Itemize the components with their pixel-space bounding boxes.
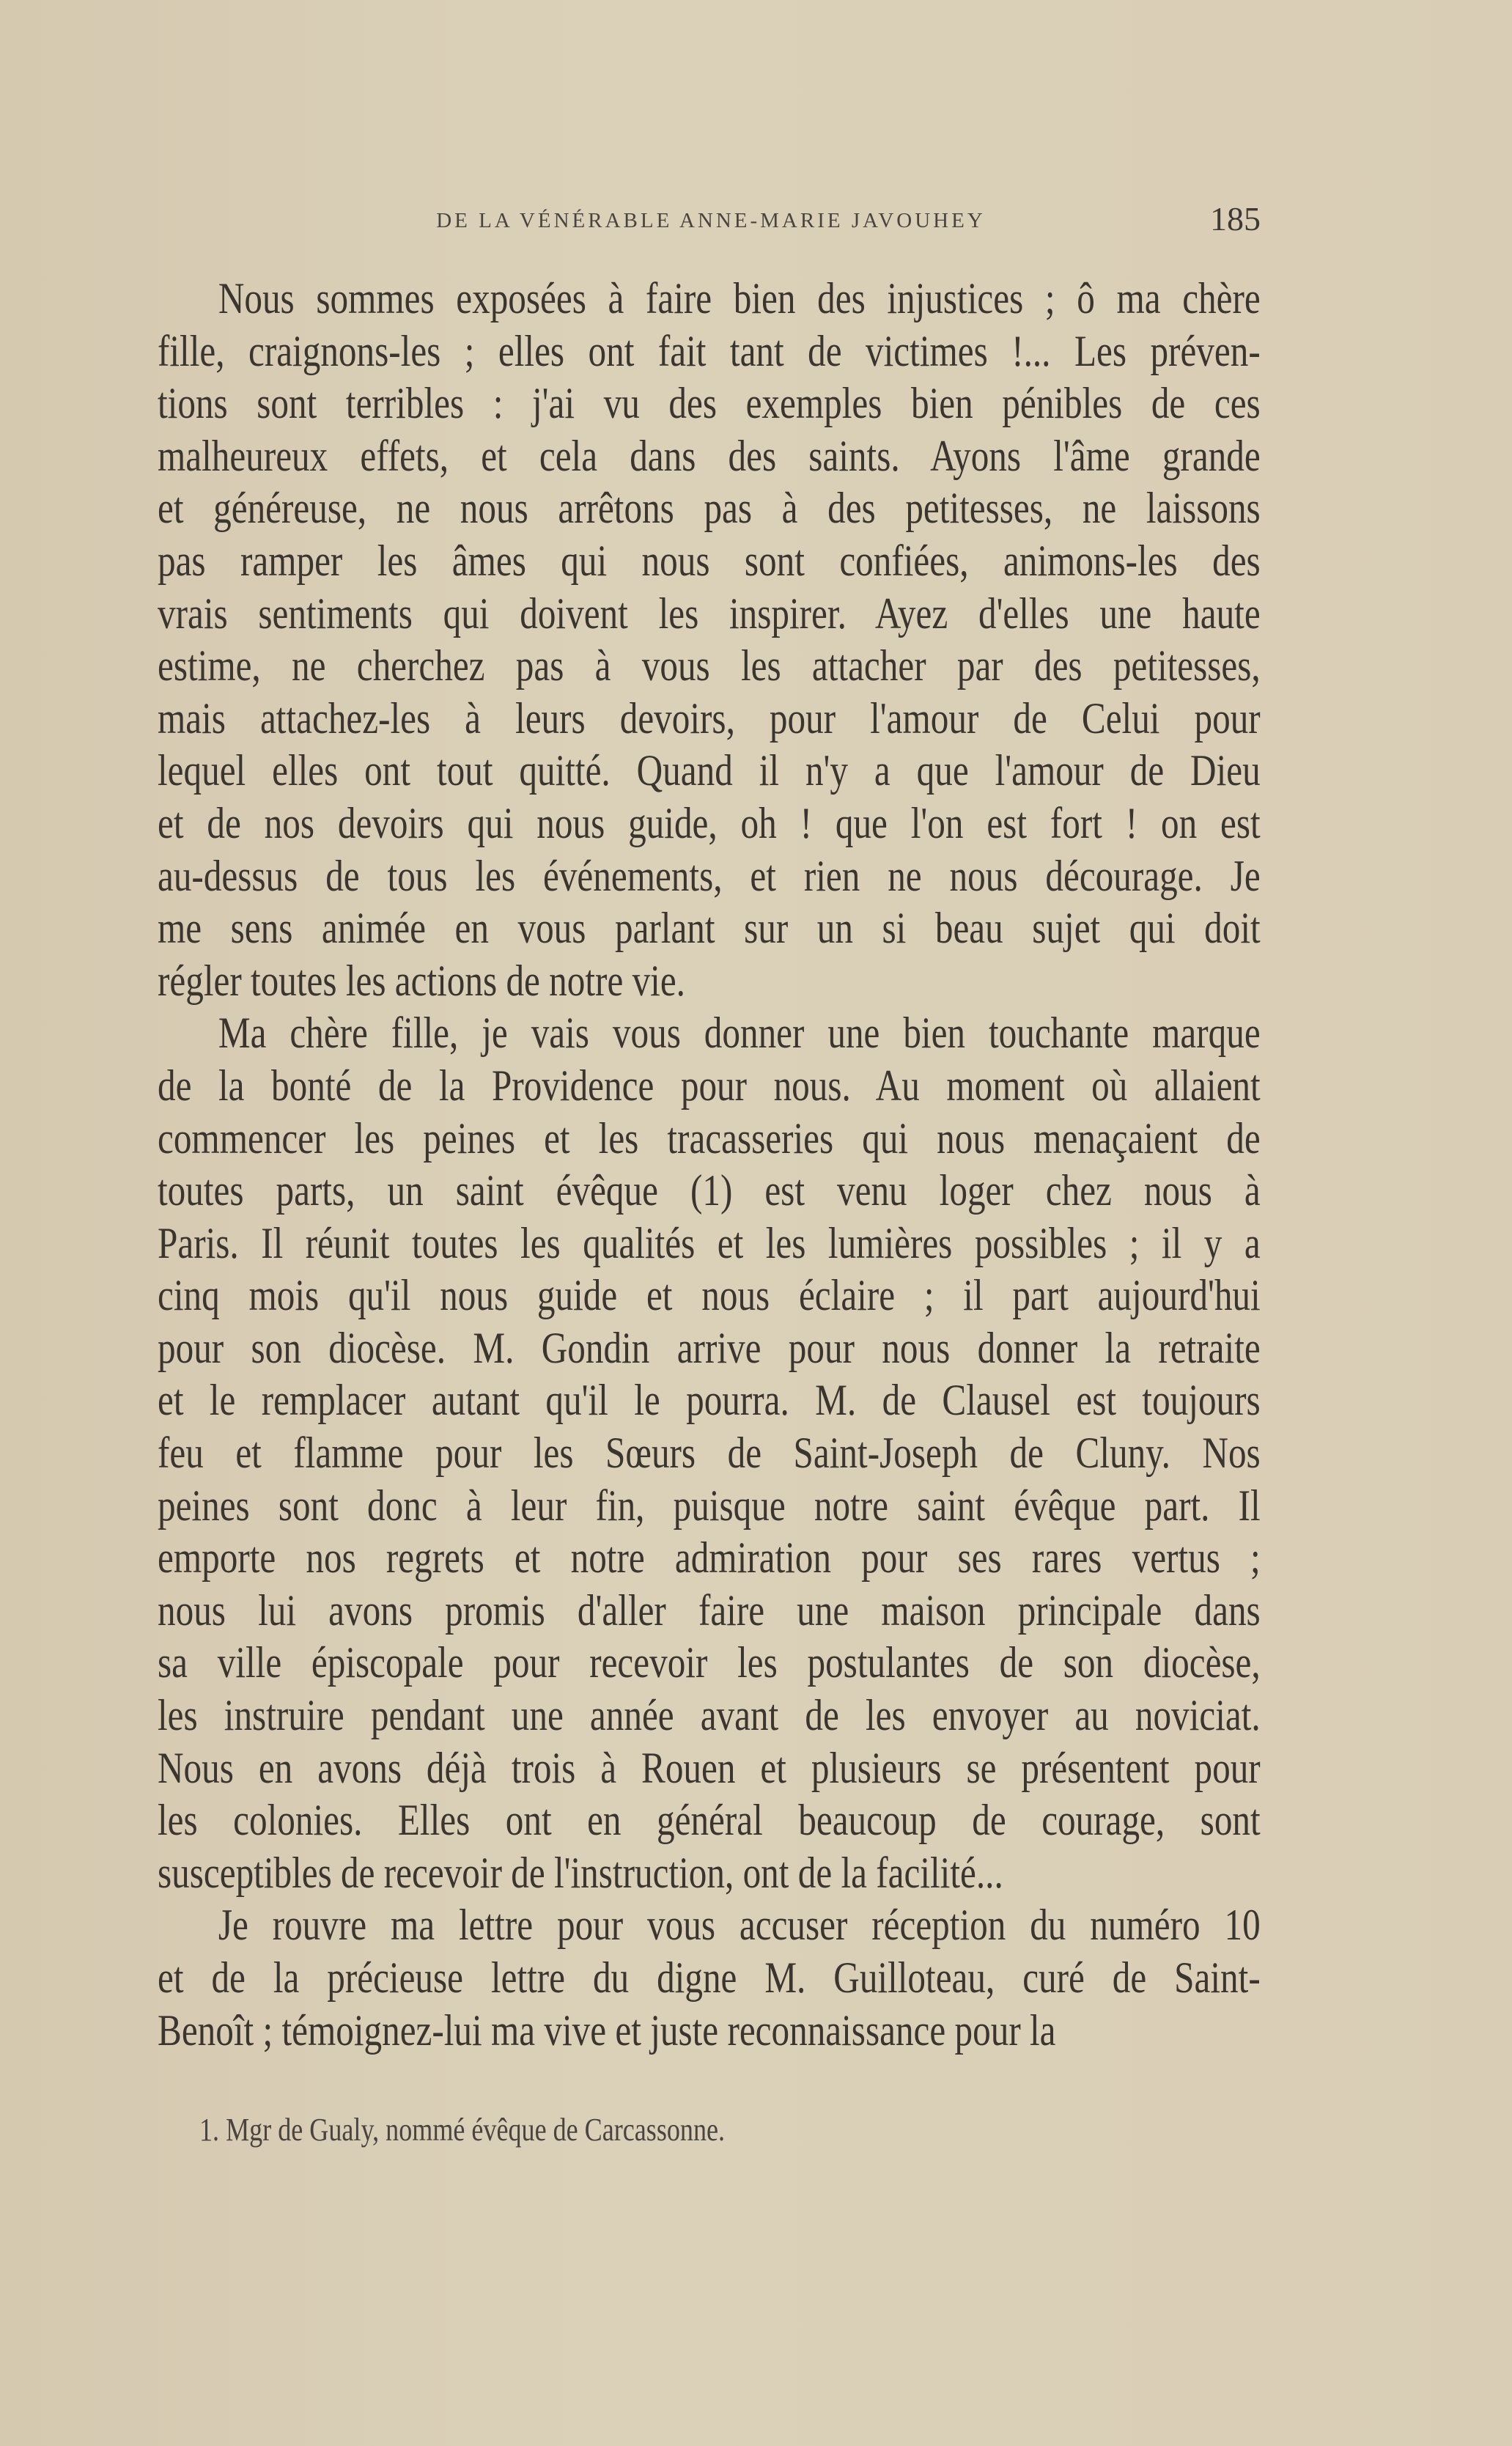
text-line: commencer les peines et les tracasseries qui nous menaçaient de bbox=[158, 1113, 1261, 1163]
text-line: susceptibles de recevoir de l'instruction, ont de la facilité... bbox=[158, 1848, 1003, 1897]
text-line: peines sont donc à leur fin, puisque notre saint évêque part. Il bbox=[158, 1481, 1261, 1530]
page-number: 185 bbox=[1210, 200, 1261, 237]
text-line: les instruire pendant une année avant de les envoyer au noviciat. bbox=[158, 1691, 1261, 1740]
text-line: et le remplacer autant qu'il le pourra. M. de Clausel est toujours bbox=[158, 1376, 1261, 1425]
body-text bbox=[158, 273, 1261, 2057]
text-line: Nous en avons déjà trois à Rouen et plusieurs se présentent pour bbox=[158, 1743, 1261, 1792]
text-line: de la bonté de la Providence pour nous. Au moment où allaient bbox=[158, 1061, 1261, 1110]
text-line: malheureux effets, et cela dans des saints. Ayons l'âme grande bbox=[158, 431, 1261, 480]
text-line: me sens animée en vous parlant sur un si beau sujet qui doit bbox=[158, 904, 1261, 953]
text-line: sa ville épiscopale pour recevoir les postulantes de son diocèse, bbox=[158, 1638, 1261, 1687]
text-line: estime, ne cherchez pas à vous les attacher par des petitesses, bbox=[158, 641, 1261, 690]
footnote: 1. Mgr de Gualy, nommé évêque de Carcassonne. bbox=[199, 2112, 726, 2148]
text-line: mais attachez-les à leurs devoirs, pour l'amour de Celui pour bbox=[158, 693, 1261, 743]
text-line: toutes parts, un saint évêque (1) est venu loger chez nous à bbox=[158, 1166, 1261, 1215]
text-line: Je rouvre ma lettre pour vous accuser réception du numéro 10 bbox=[218, 1901, 1261, 1950]
running-title: DE LA VÉNÉRABLE ANNE-MARIE JAVOUHEY bbox=[436, 209, 986, 232]
text-line: lequel elles ont tout quitté. Quand il n'y a que l'amour de Dieu bbox=[158, 746, 1261, 795]
text-line: Nous sommes exposées à faire bien des injustices ; ô ma chère bbox=[218, 274, 1261, 323]
paragraph bbox=[158, 1899, 1261, 2057]
text-line: pas ramper les âmes qui nous sont confiées, animons-les des bbox=[158, 536, 1261, 585]
text-line: au-dessus de tous les événements, et rien ne nous décourage. Je bbox=[158, 851, 1261, 900]
text-line: régler toutes les actions de notre vie. bbox=[158, 956, 685, 1005]
text-line: fille, craignons-les ; elles ont fait tant de victimes !... Les préven- bbox=[158, 326, 1261, 375]
text-line: et généreuse, ne nous arrêtons pas à des petitesses, ne laissons bbox=[158, 484, 1261, 533]
text-line: tions sont terribles : j'ai vu des exemples bien pénibles de ces bbox=[158, 379, 1261, 428]
text-line: nous lui avons promis d'aller faire une maison principale dans bbox=[158, 1585, 1261, 1635]
text-line: emporte nos regrets et notre admiration pour ses rares vertus ; bbox=[158, 1533, 1261, 1583]
text-line: vrais sentiments qui doivent les inspirer. Ayez d'elles une haute bbox=[158, 589, 1261, 638]
text-line: et de la précieuse lettre du digne M. Guilloteau, curé de Saint- bbox=[158, 1953, 1261, 2002]
text-line: Ma chère fille, je vais vous donner une bien touchante marque bbox=[218, 1009, 1261, 1058]
text-line: Paris. Il réunit toutes les qualités et les lumières possibles ; il y a bbox=[158, 1218, 1261, 1267]
text-line: cinq mois qu'il nous guide et nous éclaire ; il part aujourd'hui bbox=[158, 1271, 1261, 1320]
text-line: Benoît ; témoignez-lui ma vive et juste reconnaissance pour la bbox=[158, 2005, 1056, 2055]
paragraph bbox=[158, 1007, 1261, 1899]
text-line: feu et flamme pour les Sœurs de Saint-Joseph de Cluny. Nos bbox=[158, 1429, 1261, 1478]
text-line: les colonies. Elles ont en général beaucoup de courage, sont bbox=[158, 1796, 1261, 1845]
text-line: et de nos devoirs qui nous guide, oh ! que l'on est fort ! on est bbox=[158, 798, 1261, 847]
text-line: pour son diocèse. M. Gondin arrive pour nous donner la retraite bbox=[158, 1323, 1261, 1372]
paragraph bbox=[158, 273, 1261, 1007]
